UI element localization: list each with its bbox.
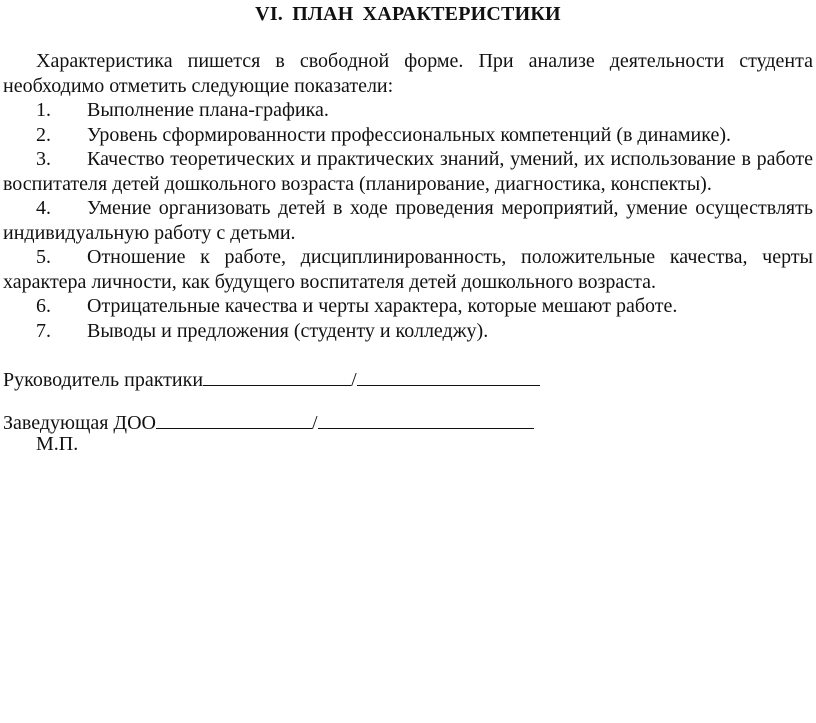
list-item-number: 6. [36, 295, 51, 317]
supervisor-signature-blank[interactable] [203, 365, 351, 386]
stamp-place-label: М.П. [36, 433, 79, 455]
list-item-number: 2. [36, 123, 51, 146]
head-signature-blank[interactable] [156, 408, 312, 429]
list-item-text: Выполнение плана-графика. [87, 99, 329, 121]
indicators-list [3, 98, 813, 343]
list-item [3, 319, 813, 344]
list-item-text: Умение организовать детей в ходе проведения мероприятий, умение осуществлять индивидуальную работу с детьми. [3, 197, 813, 244]
signature-separator: / [311, 412, 318, 434]
list-item [3, 245, 813, 294]
list-item [3, 123, 813, 148]
signature-separator: / [351, 369, 357, 391]
head-signature-line [3, 408, 534, 436]
list-item [3, 196, 813, 245]
head-label: Заведующая ДОО [3, 412, 156, 434]
list-item [3, 147, 813, 196]
supervisor-label: Руководитель практики [3, 369, 204, 391]
list-item [3, 98, 813, 123]
list-item-text: Выводы и предложения (студенту и колледжу). [87, 319, 489, 342]
list-item-number: 3. [36, 148, 51, 170]
head-name-blank[interactable] [318, 408, 534, 429]
list-item-text: Отношение к работе, дисциплинированность, положительные качества, черты характера личности, как будущего воспитателя детей дошкольного возраста. [3, 246, 813, 293]
list-item-text: Отрицательные качества и черты характера, которые мешают работе. [87, 295, 678, 317]
supervisor-name-blank[interactable] [357, 365, 540, 386]
list-item-text: Уровень сформированности профессиональных компетенций (в динамике). [87, 123, 732, 146]
list-item-number: 7. [36, 319, 51, 342]
intro-paragraph: Характеристика пишется в свободной форме. При анализе деятельности студента необходимо отметить следующие показатели: [3, 50, 813, 97]
list-item [3, 294, 813, 319]
document-title: VI. ПЛАН ХАРАКТЕРИСТИКИ [255, 3, 561, 25]
list-item-number: 1. [36, 99, 51, 121]
list-item-number: 4. [36, 197, 51, 219]
list-item-text: Качество теоретических и практических знаний, умений, их использование в работе воспитателя детей дошкольного возраста (планирование, диагностика, конспекты). [3, 148, 813, 195]
list-item-number: 5. [36, 246, 51, 268]
supervisor-signature-line [3, 365, 540, 393]
